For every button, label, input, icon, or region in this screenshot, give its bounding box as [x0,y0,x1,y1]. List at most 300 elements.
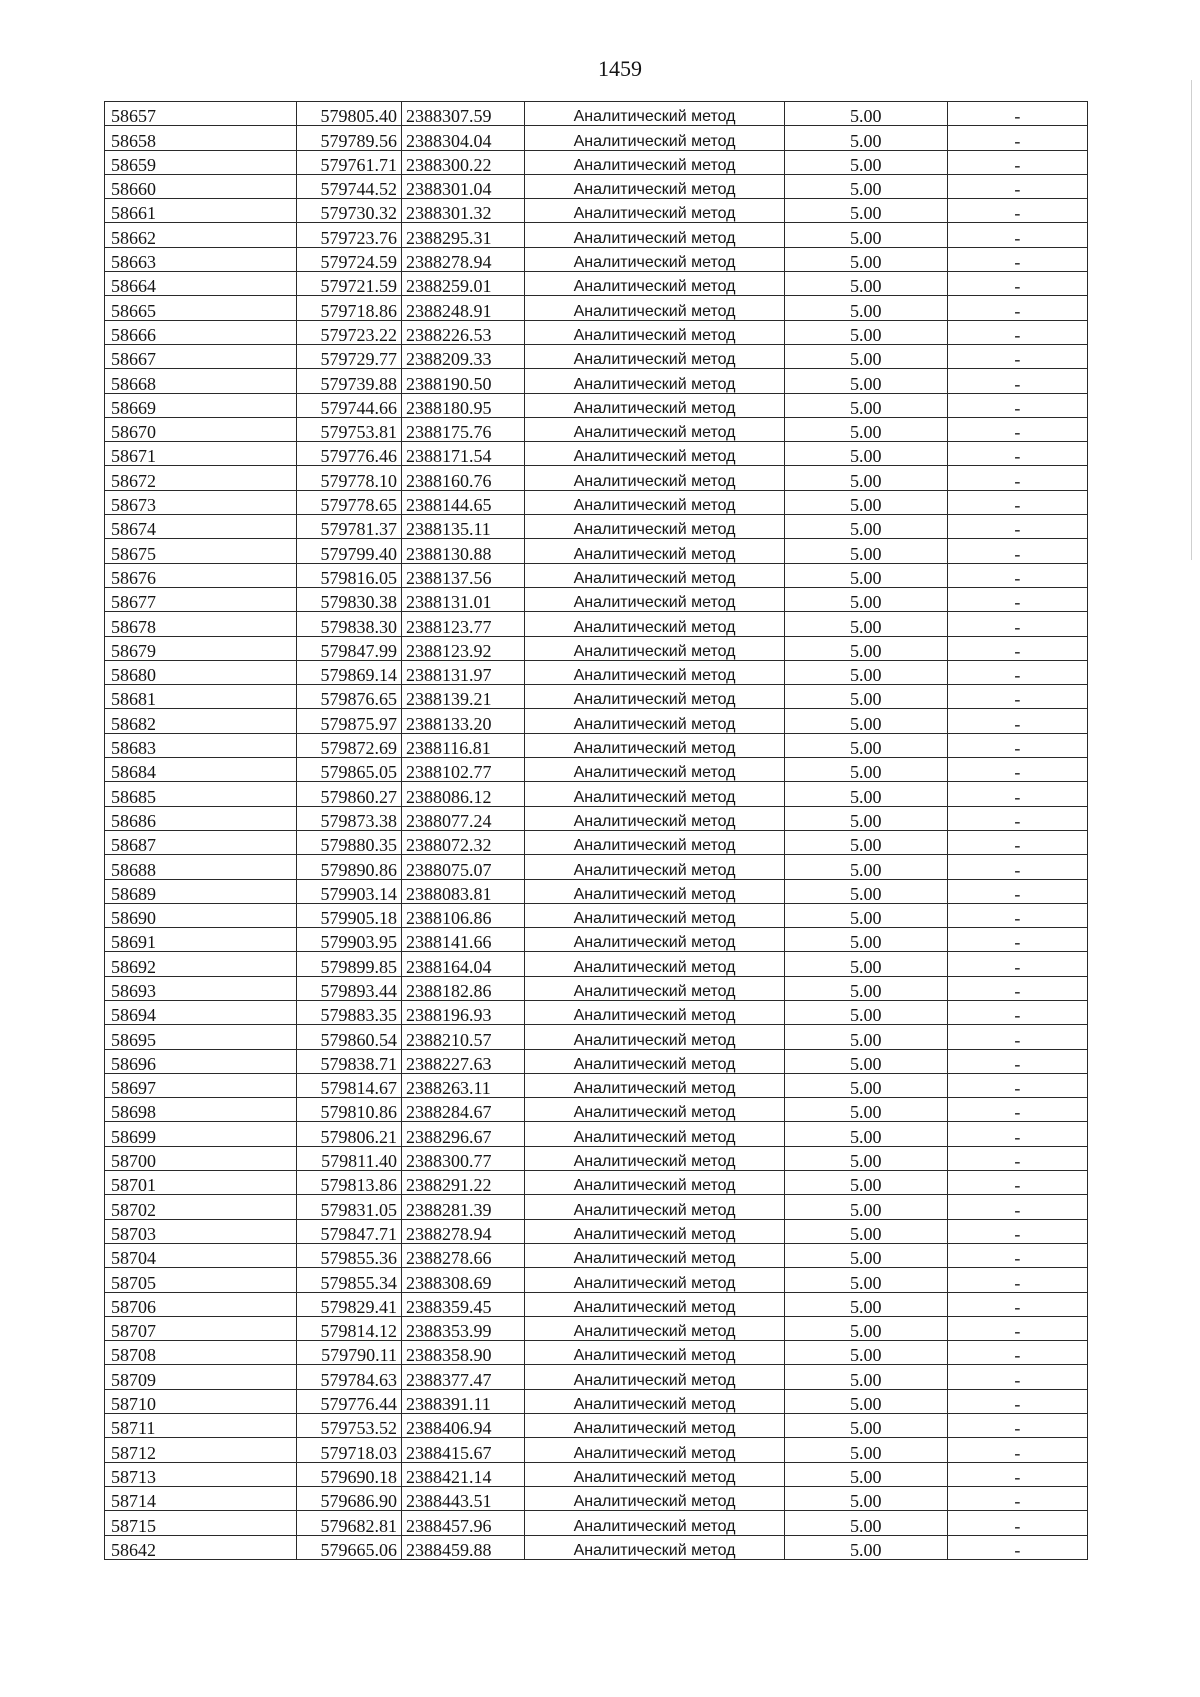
accuracy-cell: 5.00 [784,1146,947,1170]
point-id-cell: 58659 [105,150,297,174]
point-id-cell: 58676 [105,563,297,587]
accuracy-cell: 5.00 [784,247,947,271]
description-cell: - [947,102,1087,126]
description-cell: - [947,1511,1087,1535]
description-cell: - [947,417,1087,441]
y-coordinate-cell: 2388459.88 [401,1535,524,1559]
point-id-cell: 58712 [105,1438,297,1462]
accuracy-cell: 5.00 [784,199,947,223]
point-id-cell: 58669 [105,393,297,417]
x-coordinate-cell: 579880.35 [297,830,402,854]
description-cell: - [947,393,1087,417]
table-row [105,1171,1088,1195]
description-cell: - [947,1195,1087,1219]
point-id-cell: 58704 [105,1243,297,1267]
method-cell: Аналитический метод [525,685,784,709]
description-cell: - [947,247,1087,271]
y-coordinate-cell: 2388133.20 [401,709,524,733]
x-coordinate-cell: 579903.95 [297,928,402,952]
point-id-cell: 58662 [105,223,297,247]
x-coordinate-cell: 579805.40 [297,102,402,126]
method-cell: Аналитический метод [525,466,784,490]
table-row [105,199,1088,223]
method-cell: Аналитический метод [525,150,784,174]
description-cell: - [947,1049,1087,1073]
x-coordinate-cell: 579744.52 [297,174,402,198]
point-id-cell: 58667 [105,344,297,368]
description-cell: - [947,587,1087,611]
y-coordinate-cell: 2388300.77 [401,1146,524,1170]
x-coordinate-cell: 579903.14 [297,879,402,903]
table-row [105,1389,1088,1413]
accuracy-cell: 5.00 [784,733,947,757]
description-cell: - [947,1098,1087,1122]
table-row [105,928,1088,952]
accuracy-cell: 5.00 [784,952,947,976]
point-id-cell: 58657 [105,102,297,126]
accuracy-cell: 5.00 [784,1219,947,1243]
method-cell: Аналитический метод [525,636,784,660]
method-cell: Аналитический метод [525,174,784,198]
y-coordinate-cell: 2388077.24 [401,806,524,830]
accuracy-cell: 5.00 [784,976,947,1000]
accuracy-cell: 5.00 [784,1268,947,1292]
x-coordinate-cell: 579790.11 [297,1341,402,1365]
y-coordinate-cell: 2388175.76 [401,417,524,441]
x-coordinate-cell: 579781.37 [297,515,402,539]
accuracy-cell: 5.00 [784,1535,947,1559]
table-row [105,320,1088,344]
scan-edge-line [1191,80,1192,560]
method-cell: Аналитический метод [525,1195,784,1219]
description-cell: - [947,1316,1087,1340]
point-id-cell: 58660 [105,174,297,198]
y-coordinate-cell: 2388226.53 [401,320,524,344]
point-id-cell: 58696 [105,1049,297,1073]
method-cell: Аналитический метод [525,296,784,320]
description-cell: - [947,539,1087,563]
accuracy-cell: 5.00 [784,758,947,782]
accuracy-cell: 5.00 [784,709,947,733]
table-row [105,150,1088,174]
description-cell: - [947,879,1087,903]
accuracy-cell: 5.00 [784,563,947,587]
y-coordinate-cell: 2388304.04 [401,126,524,150]
x-coordinate-cell: 579860.54 [297,1025,402,1049]
point-id-cell: 58687 [105,830,297,854]
method-cell: Аналитический метод [525,928,784,952]
table-row [105,1049,1088,1073]
method-cell: Аналитический метод [525,1389,784,1413]
description-cell: - [947,369,1087,393]
description-cell: - [947,1171,1087,1195]
description-cell: - [947,976,1087,1000]
method-cell: Аналитический метод [525,1219,784,1243]
method-cell: Аналитический метод [525,612,784,636]
x-coordinate-cell: 579744.66 [297,393,402,417]
point-id-cell: 58642 [105,1535,297,1559]
point-id-cell: 58710 [105,1389,297,1413]
method-cell: Аналитический метод [525,1438,784,1462]
point-id-cell: 58688 [105,855,297,879]
description-cell: - [947,1389,1087,1413]
description-cell: - [947,1122,1087,1146]
accuracy-cell: 5.00 [784,612,947,636]
point-id-cell: 58711 [105,1414,297,1438]
y-coordinate-cell: 2388171.54 [401,442,524,466]
accuracy-cell: 5.00 [784,369,947,393]
table-row [105,272,1088,296]
description-cell: - [947,1146,1087,1170]
point-id-cell: 58679 [105,636,297,660]
method-cell: Аналитический метод [525,587,784,611]
point-id-cell: 58658 [105,126,297,150]
accuracy-cell: 5.00 [784,903,947,927]
x-coordinate-cell: 579814.67 [297,1073,402,1097]
method-cell: Аналитический метод [525,539,784,563]
description-cell: - [947,636,1087,660]
table-row [105,1268,1088,1292]
accuracy-cell: 5.00 [784,1316,947,1340]
accuracy-cell: 5.00 [784,782,947,806]
y-coordinate-cell: 2388182.86 [401,976,524,1000]
description-cell: - [947,782,1087,806]
x-coordinate-cell: 579855.34 [297,1268,402,1292]
table-row [105,903,1088,927]
accuracy-cell: 5.00 [784,515,947,539]
x-coordinate-cell: 579753.52 [297,1414,402,1438]
y-coordinate-cell: 2388164.04 [401,952,524,976]
table-row [105,1365,1088,1389]
table-row [105,952,1088,976]
description-cell: - [947,272,1087,296]
x-coordinate-cell: 579810.86 [297,1098,402,1122]
x-coordinate-cell: 579830.38 [297,587,402,611]
description-cell: - [947,199,1087,223]
accuracy-cell: 5.00 [784,660,947,684]
x-coordinate-cell: 579778.10 [297,466,402,490]
accuracy-cell: 5.00 [784,442,947,466]
table-row [105,102,1088,126]
point-id-cell: 58684 [105,758,297,782]
accuracy-cell: 5.00 [784,1171,947,1195]
y-coordinate-cell: 2388457.96 [401,1511,524,1535]
table-row [105,1414,1088,1438]
description-cell: - [947,612,1087,636]
x-coordinate-cell: 579799.40 [297,539,402,563]
y-coordinate-cell: 2388259.01 [401,272,524,296]
table-row [105,1243,1088,1267]
method-cell: Аналитический метод [525,1486,784,1510]
description-cell: - [947,174,1087,198]
table-row [105,660,1088,684]
table-row [105,417,1088,441]
x-coordinate-cell: 579690.18 [297,1462,402,1486]
description-cell: - [947,563,1087,587]
point-id-cell: 58715 [105,1511,297,1535]
accuracy-cell: 5.00 [784,855,947,879]
page-number: 1459 [598,56,642,81]
description-cell: - [947,126,1087,150]
accuracy-cell: 5.00 [784,1438,947,1462]
accuracy-cell: 5.00 [784,879,947,903]
description-cell: - [947,1025,1087,1049]
description-cell: - [947,1414,1087,1438]
accuracy-cell: 5.00 [784,1073,947,1097]
method-cell: Аналитический метод [525,369,784,393]
method-cell: Аналитический метод [525,976,784,1000]
point-id-cell: 58685 [105,782,297,806]
y-coordinate-cell: 2388137.56 [401,563,524,587]
point-id-cell: 58695 [105,1025,297,1049]
point-id-cell: 58694 [105,1000,297,1024]
method-cell: Аналитический метод [525,758,784,782]
description-cell: - [947,952,1087,976]
x-coordinate-cell: 579665.06 [297,1535,402,1559]
method-cell: Аналитический метод [525,515,784,539]
point-id-cell: 58683 [105,733,297,757]
x-coordinate-cell: 579873.38 [297,806,402,830]
method-cell: Аналитический метод [525,1122,784,1146]
description-cell: - [947,320,1087,344]
x-coordinate-cell: 579761.71 [297,150,402,174]
description-cell: - [947,515,1087,539]
y-coordinate-cell: 2388123.92 [401,636,524,660]
x-coordinate-cell: 579718.86 [297,296,402,320]
method-cell: Аналитический метод [525,223,784,247]
method-cell: Аналитический метод [525,199,784,223]
accuracy-cell: 5.00 [784,1414,947,1438]
table-row [105,1219,1088,1243]
accuracy-cell: 5.00 [784,1462,947,1486]
method-cell: Аналитический метод [525,1171,784,1195]
x-coordinate-cell: 579875.97 [297,709,402,733]
x-coordinate-cell: 579776.44 [297,1389,402,1413]
table-row [105,369,1088,393]
point-id-cell: 58706 [105,1292,297,1316]
description-cell: - [947,296,1087,320]
point-id-cell: 58698 [105,1098,297,1122]
method-cell: Аналитический метод [525,1049,784,1073]
x-coordinate-cell: 579899.85 [297,952,402,976]
x-coordinate-cell: 579831.05 [297,1195,402,1219]
point-id-cell: 58693 [105,976,297,1000]
table-row [105,636,1088,660]
method-cell: Аналитический метод [525,1511,784,1535]
accuracy-cell: 5.00 [784,1389,947,1413]
x-coordinate-cell: 579838.30 [297,612,402,636]
y-coordinate-cell: 2388102.77 [401,758,524,782]
table-row [105,1122,1088,1146]
x-coordinate-cell: 579838.71 [297,1049,402,1073]
y-coordinate-cell: 2388131.97 [401,660,524,684]
x-coordinate-cell: 579776.46 [297,442,402,466]
table-row [105,1316,1088,1340]
accuracy-cell: 5.00 [784,1122,947,1146]
x-coordinate-cell: 579723.76 [297,223,402,247]
accuracy-cell: 5.00 [784,1243,947,1267]
y-coordinate-cell: 2388086.12 [401,782,524,806]
table-row [105,1098,1088,1122]
y-coordinate-cell: 2388278.94 [401,247,524,271]
point-id-cell: 58701 [105,1171,297,1195]
y-coordinate-cell: 2388123.77 [401,612,524,636]
point-id-cell: 58707 [105,1316,297,1340]
accuracy-cell: 5.00 [784,466,947,490]
method-cell: Аналитический метод [525,126,784,150]
description-cell: - [947,344,1087,368]
point-id-cell: 58664 [105,272,297,296]
table-row [105,344,1088,368]
x-coordinate-cell: 579865.05 [297,758,402,782]
point-id-cell: 58670 [105,417,297,441]
accuracy-cell: 5.00 [784,1486,947,1510]
y-coordinate-cell: 2388281.39 [401,1195,524,1219]
method-cell: Аналитический метод [525,903,784,927]
method-cell: Аналитический метод [525,855,784,879]
accuracy-cell: 5.00 [784,636,947,660]
y-coordinate-cell: 2388141.66 [401,928,524,952]
point-id-cell: 58661 [105,199,297,223]
y-coordinate-cell: 2388160.76 [401,466,524,490]
y-coordinate-cell: 2388307.59 [401,102,524,126]
table-row [105,490,1088,514]
table-row [105,223,1088,247]
y-coordinate-cell: 2388278.94 [401,1219,524,1243]
description-cell: - [947,685,1087,709]
y-coordinate-cell: 2388358.90 [401,1341,524,1365]
x-coordinate-cell: 579723.22 [297,320,402,344]
point-id-cell: 58665 [105,296,297,320]
description-cell: - [947,223,1087,247]
description-cell: - [947,928,1087,952]
x-coordinate-cell: 579718.03 [297,1438,402,1462]
y-coordinate-cell: 2388083.81 [401,879,524,903]
accuracy-cell: 5.00 [784,1365,947,1389]
point-id-cell: 58703 [105,1219,297,1243]
method-cell: Аналитический метод [525,952,784,976]
method-cell: Аналитический метод [525,1000,784,1024]
description-cell: - [947,466,1087,490]
x-coordinate-cell: 579778.65 [297,490,402,514]
method-cell: Аналитический метод [525,1316,784,1340]
table-row [105,393,1088,417]
point-id-cell: 58680 [105,660,297,684]
accuracy-cell: 5.00 [784,1341,947,1365]
description-cell: - [947,1268,1087,1292]
description-cell: - [947,1219,1087,1243]
accuracy-cell: 5.00 [784,393,947,417]
accuracy-cell: 5.00 [784,150,947,174]
description-cell: - [947,709,1087,733]
table-row [105,685,1088,709]
y-coordinate-cell: 2388308.69 [401,1268,524,1292]
point-id-cell: 58672 [105,466,297,490]
method-cell: Аналитический метод [525,442,784,466]
y-coordinate-cell: 2388359.45 [401,1292,524,1316]
x-coordinate-cell: 579813.86 [297,1171,402,1195]
x-coordinate-cell: 579872.69 [297,733,402,757]
method-cell: Аналитический метод [525,490,784,514]
y-coordinate-cell: 2388106.86 [401,903,524,927]
method-cell: Аналитический метод [525,1025,784,1049]
table-row [105,1486,1088,1510]
y-coordinate-cell: 2388300.22 [401,150,524,174]
point-id-cell: 58691 [105,928,297,952]
table-row [105,1535,1088,1559]
accuracy-cell: 5.00 [784,126,947,150]
accuracy-cell: 5.00 [784,928,947,952]
table-row [105,806,1088,830]
y-coordinate-cell: 2388135.11 [401,515,524,539]
method-cell: Аналитический метод [525,1243,784,1267]
y-coordinate-cell: 2388284.67 [401,1098,524,1122]
table-row [105,830,1088,854]
table-row [105,1195,1088,1219]
point-id-cell: 58702 [105,1195,297,1219]
accuracy-cell: 5.00 [784,296,947,320]
y-coordinate-cell: 2388406.94 [401,1414,524,1438]
method-cell: Аналитический метод [525,1146,784,1170]
x-coordinate-cell: 579855.36 [297,1243,402,1267]
table-row [105,587,1088,611]
x-coordinate-cell: 579686.90 [297,1486,402,1510]
method-cell: Аналитический метод [525,1365,784,1389]
method-cell: Аналитический метод [525,1292,784,1316]
accuracy-cell: 5.00 [784,272,947,296]
description-cell: - [947,758,1087,782]
description-cell: - [947,150,1087,174]
y-coordinate-cell: 2388227.63 [401,1049,524,1073]
accuracy-cell: 5.00 [784,1195,947,1219]
table-row [105,782,1088,806]
table-row [105,174,1088,198]
x-coordinate-cell: 579789.56 [297,126,402,150]
x-coordinate-cell: 579869.14 [297,660,402,684]
point-id-cell: 58699 [105,1122,297,1146]
point-id-cell: 58690 [105,903,297,927]
point-id-cell: 58671 [105,442,297,466]
method-cell: Аналитический метод [525,1462,784,1486]
method-cell: Аналитический метод [525,660,784,684]
y-coordinate-cell: 2388443.51 [401,1486,524,1510]
table-row [105,539,1088,563]
x-coordinate-cell: 579860.27 [297,782,402,806]
y-coordinate-cell: 2388296.67 [401,1122,524,1146]
method-cell: Аналитический метод [525,417,784,441]
y-coordinate-cell: 2388131.01 [401,587,524,611]
point-id-cell: 58673 [105,490,297,514]
method-cell: Аналитический метод [525,1268,784,1292]
point-id-cell: 58709 [105,1365,297,1389]
method-cell: Аналитический метод [525,272,784,296]
method-cell: Аналитический метод [525,1098,784,1122]
accuracy-cell: 5.00 [784,490,947,514]
description-cell: - [947,733,1087,757]
y-coordinate-cell: 2388353.99 [401,1316,524,1340]
y-coordinate-cell: 2388130.88 [401,539,524,563]
table-row [105,1146,1088,1170]
point-id-cell: 58689 [105,879,297,903]
method-cell: Аналитический метод [525,344,784,368]
table-row [105,709,1088,733]
table-row [105,855,1088,879]
method-cell: Аналитический метод [525,393,784,417]
description-cell: - [947,1000,1087,1024]
coordinates-table-body [105,102,1088,1560]
y-coordinate-cell: 2388291.22 [401,1171,524,1195]
description-cell: - [947,660,1087,684]
